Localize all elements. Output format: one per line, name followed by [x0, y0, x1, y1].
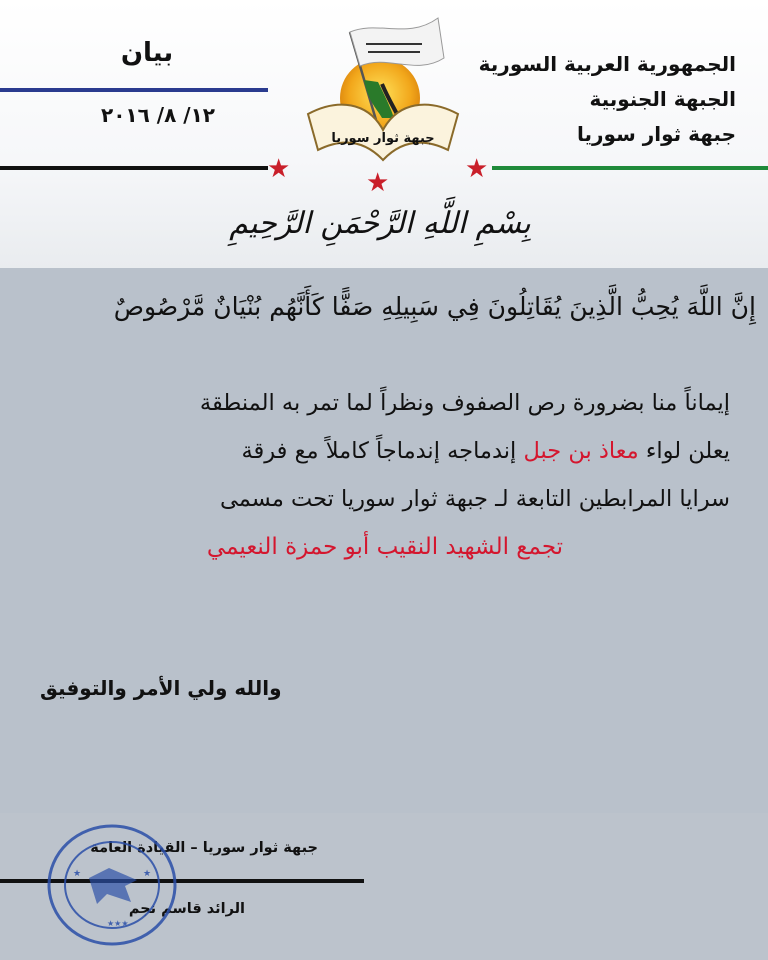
svg-text:★: ★ — [143, 869, 152, 879]
faction-emblem-logo — [298, 10, 468, 170]
announcement-line-3: سرايا المرابطين التابعة لـ جبهة ثوار سوريا تحت مسمى — [219, 486, 730, 512]
star-icon: ★ — [465, 154, 489, 184]
front-name: الجبهة الجنوبية — [589, 87, 736, 111]
signature-command: جبهة ثوار سوريا – القيادة العامة — [90, 840, 318, 856]
closing-phrase: والله ولي الأمر والتوفيق — [40, 676, 282, 700]
svg-text:★: ★ — [73, 869, 82, 879]
announcement-line-1: إيماناً منا بضرورة رص الصفوف ونظراً لما تمر به المنطقة — [199, 390, 730, 416]
announcement-line-2: يعلن لواء معاذ بن جبل إندماجه إندماجاً كاملاً مع فرقة — [241, 438, 730, 464]
brigade-name: معاذ بن جبل — [523, 438, 639, 464]
signatory-name: الرائد قاسم نجم — [128, 901, 245, 917]
green-rule — [492, 166, 768, 170]
basmala: بِسْمِ اللَّهِ الرَّحْمَنِ الرَّحِيمِ — [229, 206, 531, 241]
statement-title: بيان — [120, 38, 174, 68]
quran-verse: إِنَّ اللَّهَ يُحِبُّ الَّذِينَ يُقَاتِلُونَ فِي سَبِيلِهِ صَفًّا كَأَنَّهُم بُنْيَانٌ مَّرْصُوصٌ — [113, 292, 756, 321]
faction-name: جبهة ثوار سوريا — [577, 122, 736, 146]
star-icon: ★ — [267, 154, 291, 184]
star-icon: ★ — [366, 168, 390, 198]
svg-text:★★★: ★★★ — [107, 919, 129, 928]
country-name: الجمهورية العربية السورية — [478, 52, 736, 76]
left-black-rule — [0, 166, 268, 170]
statement-date: ١٢/ ٨/ ٢٠١٦ — [100, 103, 216, 127]
official-seal-stamp — [45, 822, 179, 948]
letterhead — [0, 0, 768, 268]
emblem-banner-text: جبهة ثوار سوريا — [331, 131, 435, 146]
new-group-name: تجمع الشهيد النقيب أبو حمزة النعيمي — [206, 534, 564, 560]
blue-rule — [0, 88, 268, 92]
